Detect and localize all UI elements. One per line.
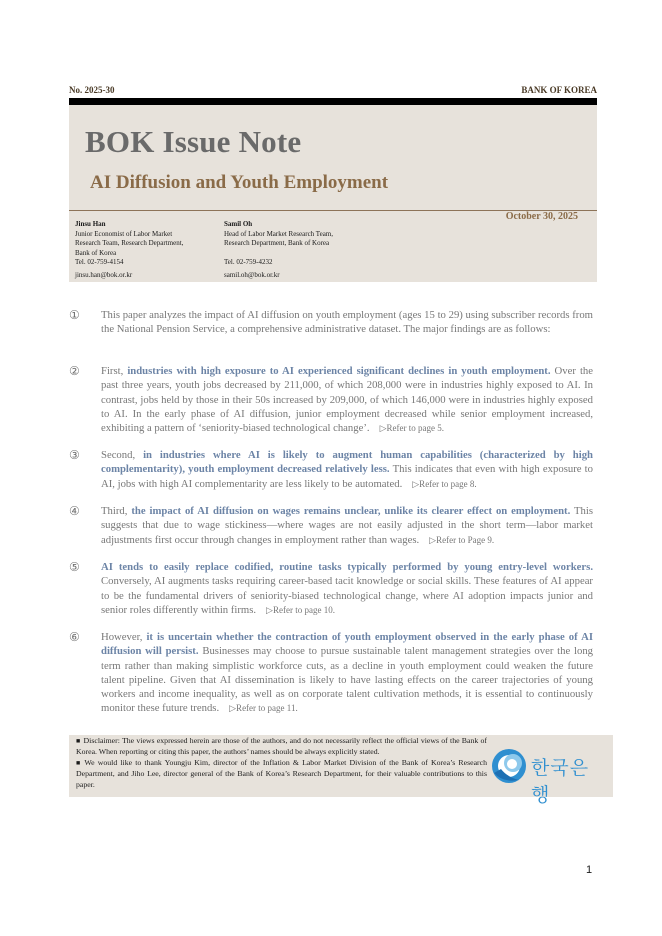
finding-plain-end: Businesses may choose to pursue sustainable talent management strategies over the long term rather than making simplistic workforce cuts, as a decline in youth employment could weaken the future talent pipeline. Given that AI dissemination is likely to have lasting effects on the career trajectories of young workers and income inequality, as well as on corporate talent cultivation methods, it is essential to continuously monitor these future trends. (101, 645, 594, 715)
author-tel: Tel. 02-759-4232 (224, 258, 273, 267)
top-line (69, 85, 597, 95)
finding-marker: ④ (69, 504, 80, 518)
footer-box (69, 735, 613, 806)
finding-text (101, 448, 593, 491)
finding-plain-end: Conversely, AI augments tasks requiring career-based tacit knowledge or social skills. These features of AI appear to be the fundamental drivers of seniority-biased technological change, where AI adoption impacts junior and senior roles differently within firms. (101, 575, 593, 616)
header-black-bar (69, 98, 597, 105)
finding-marker: ① (69, 308, 80, 322)
acknowledgement-text: We would like to thank Youngju Kim, director of the Inflation & Labor Market Division of the Bank of Korea’s Research Department, and Jiho Lee, director general of the Bank of Korea’s Research Department, for their valuable contributions to this paper. (76, 758, 487, 789)
finding-plain-end: This indicates that even with high exposure to AI, jobs with high AI complementarity are less likely to be automated. (101, 463, 593, 490)
author-position-line: Junior Economist of Labor Market (75, 229, 173, 238)
finding-highlight: in industries where AI is likely to augment human capabilities (characterized by high complementarity), youth employment decreased relatively less. (101, 449, 593, 476)
author-position-line: Head of Labor Market Research Team, (224, 229, 333, 238)
acknowledgement (76, 758, 487, 790)
page-reference[interactable]: ▷Refer to page 10. (266, 604, 335, 615)
bullet-icon: ■ (76, 759, 82, 767)
finding-marker: ② (69, 364, 80, 378)
finding-highlight: AI tends to easily replace codified, routine tasks typically performed by young entry-level workers. (101, 561, 593, 573)
finding-highlight: it is uncertain whether the contraction of youth employment observed in the early phase of AI diffusion will persist. (101, 631, 593, 658)
finding-text (101, 308, 593, 337)
author-position-line: Research Team, Research Department, (75, 239, 184, 248)
author-card-1 (75, 220, 215, 281)
bank-of-korea-logo (491, 747, 606, 806)
publisher-name: BANK OF KOREA (521, 85, 597, 95)
finding-plain-start: However, (101, 631, 147, 643)
finding-plain-end: This suggests that due to wage stickiness—where wages are not easily adjusted in the short term—labor market adjustments first occur through changes in employment rather than wages. (101, 505, 593, 546)
author-position-line: Research Department, Bank of Korea (224, 239, 330, 248)
author-card-2 (224, 220, 374, 281)
author-name: Jinsu Han (75, 220, 106, 228)
finding-text (101, 560, 593, 617)
author-name: Samil Oh (224, 220, 253, 228)
author-email[interactable]: jinsu.han@bok.or.kr (75, 270, 133, 279)
page-number: 1 (586, 864, 593, 876)
finding-marker: ⑤ (69, 560, 80, 574)
logo-wordmark: 한국은행 (531, 757, 590, 806)
page-reference[interactable]: ▷Refer to page 8. (412, 478, 477, 489)
finding-marker: ⑥ (69, 630, 80, 644)
finding-plain-end: Over the past three years, youth jobs decreased by 211,000, of which 208,000 were in industries highly exposed to AI. In contrast, jobs held by those in their 50s increased by 209,000, of which 146,000 were in industries highly exposed to AI. In the early phase of AI diffusion, junior employment decreased while senior employment increased, exhibiting a pattern of ‘seniority-biased technological change’. (101, 365, 594, 435)
finding-text (101, 630, 593, 716)
page-subtitle: AI Diffusion and Youth Employment (90, 172, 389, 193)
finding-plain-start: This paper analyzes the impact of AI diffusion on youth employment (ages 15 to 29) using subscriber records from the National Pension Service, a comprehensive administrative dataset. The major findings are as follows: (101, 309, 593, 336)
page-reference[interactable]: ▷Refer to page 11. (229, 703, 298, 714)
disclaimer (76, 736, 487, 758)
issue-number: No. 2025-30 (69, 85, 115, 95)
author-email[interactable]: samil.oh@bok.or.kr (224, 270, 280, 279)
page-title: BOK Issue Note (85, 124, 302, 159)
finding-highlight: industries with high exposure to AI experienced significant declines in youth employment. (127, 365, 551, 377)
finding-plain-start: Third, (101, 505, 132, 517)
author-tel: Tel. 02-759-4154 (75, 258, 124, 267)
page-reference[interactable]: ▷Refer to page 5. (379, 423, 444, 434)
bullet-icon: ■ (76, 737, 81, 745)
page-reference[interactable]: ▷Refer to Page 9. (429, 534, 495, 545)
finding-plain-start: First, (101, 365, 128, 377)
author-position-line: Bank of Korea (75, 248, 117, 257)
finding-text (101, 504, 593, 547)
finding-text (101, 364, 593, 435)
finding-highlight: the impact of AI diffusion on wages remains unclear, unlike its clearer effect on employment. (131, 505, 571, 517)
publication-date: October 30, 2025 (505, 211, 578, 222)
finding-plain-start: Second, (101, 449, 144, 461)
header-box (69, 105, 597, 282)
disclaimer-text: Disclaimer: The views expressed herein are those of the authors, and do not necessarily reflect the official views of the Bank of Korea. When reporting or citing this paper, the authors’ names should be always explicitly stated. (76, 736, 487, 756)
finding-marker: ③ (69, 448, 80, 462)
